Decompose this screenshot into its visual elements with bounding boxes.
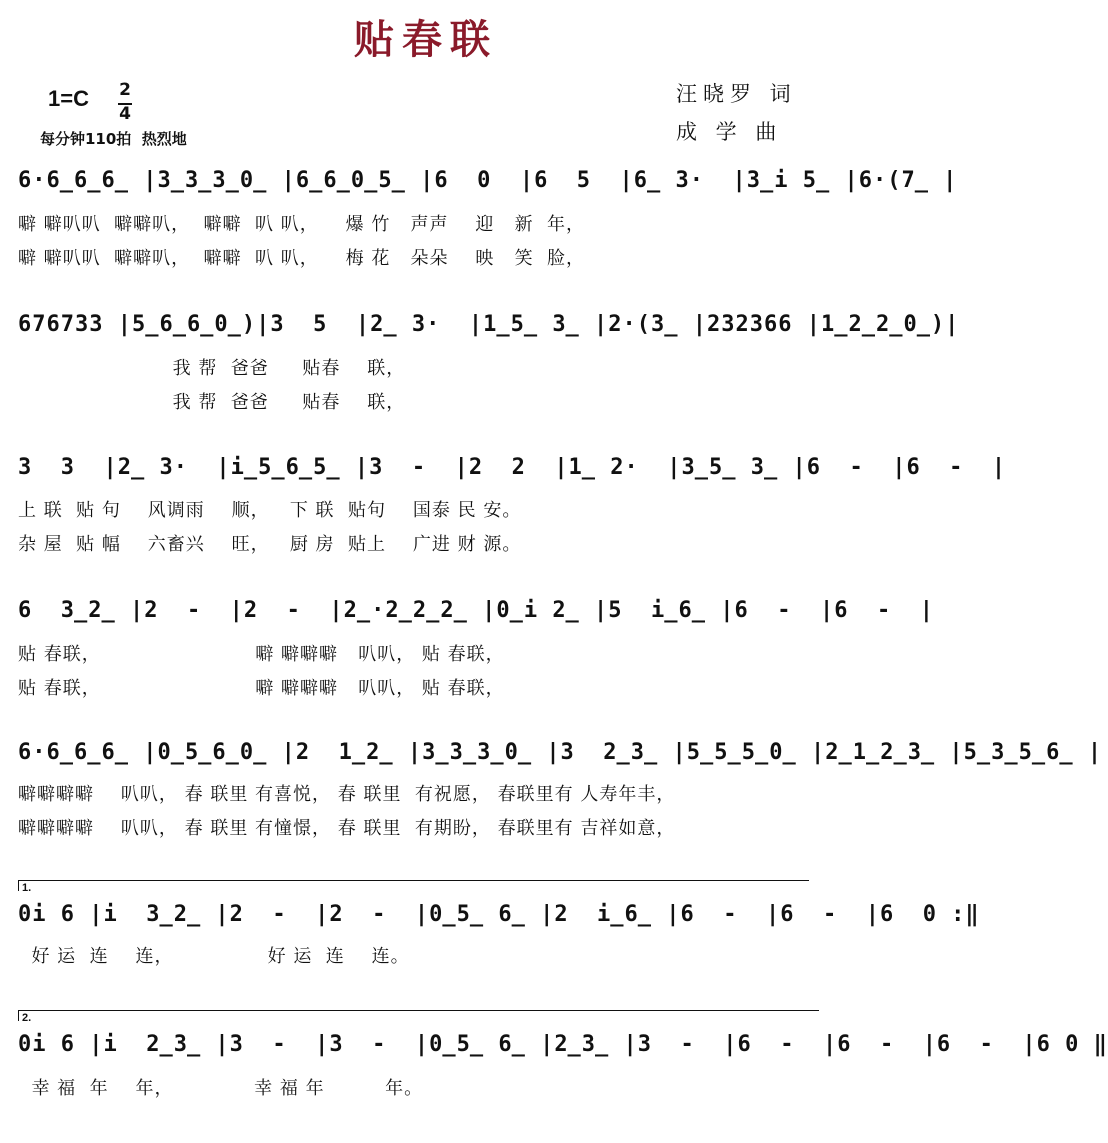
notation-line-6: 0i 6 |i 3̲2̲ |2 - |2 - |0̲5̲ 6̲ |2 i̲6̲ |6 - |6 - |6 0 :‖ bbox=[18, 902, 980, 927]
first-ending-bracket bbox=[18, 880, 809, 891]
tempo-marking: 每分钟110拍 热烈地 bbox=[40, 130, 187, 148]
lyric-line-5-verse-2: 噼噼噼噼 叭叭， 春 联里 有憧憬， 春 联里 有期盼， 春联里有 吉祥如意， bbox=[18, 818, 676, 839]
notation-line-3: 3 3 |2̲ 3· |i̲5̲6̲5̲ |3 - |2 2 |1̲ 2· |3̲5̲ 3̲ |6 - |6 - | bbox=[18, 455, 1007, 480]
notation-line-5: 6·6̲6̲6̲ |0̲5̲6̲0̲ |2 1̲2̲ |3̲3̲3̲0̲ |3 2̲3̲ |5̲5̲5̲0̲ |2̲1̲2̲3̲ |5̲3̲5̲6̲ | bbox=[18, 740, 1103, 765]
lyric-line-2-verse-1: 我 帮 爸爸 贴春 联， bbox=[18, 358, 406, 379]
lyric-line-4-verse-2: 贴 春联， 噼 噼噼噼 叭叭， 贴 春联， bbox=[18, 678, 505, 699]
notation-line-2: 676733 |5̲6̲6̲0̲)|3 5 |2̲ 3· |1̲5̲ 3̲ |2·(3̲ |232366 |1̲2̲2̲0̲)| bbox=[18, 312, 960, 337]
time-signature-bottom: 4 bbox=[119, 104, 131, 124]
lyric-line-2-verse-2: 我 帮 爸爸 贴春 联， bbox=[18, 392, 406, 413]
lyric-line-1-verse-2: 噼 噼叭叭 噼噼叭， 噼噼 叭 叭， 梅 花 朵朵 映 笑 脸， bbox=[18, 248, 586, 269]
lyric-line-5-verse-1: 噼噼噼噼 叭叭， 春 联里 有喜悦， 春 联里 有祝愿， 春联里有 人寿年丰， bbox=[18, 784, 676, 805]
song-title: 贴春联 bbox=[354, 16, 498, 63]
time-signature-top: 2 bbox=[119, 80, 131, 100]
notation-line-1: 6·6̲6̲6̲ |3̲3̲3̲0̲ |6̲6̲0̲5̲ |6 0 |6 5 |6̲ 3· |3̲i 5̲ |6·(7̲ | bbox=[18, 168, 958, 193]
lyric-line-3-verse-2: 杂 屋 贴 幅 六畜兴 旺， 厨 房 贴上 广进 财 源。 bbox=[18, 534, 522, 555]
key-signature: 1=C bbox=[48, 86, 89, 111]
notation-line-7: 0i 6 |i 2̲3̲ |3 - |3 - |0̲5̲ 6̲ |2̲3̲ |3 - |6 - |6 - |6 - |6 0 ‖ bbox=[18, 1032, 1108, 1057]
lyric-line-3-verse-1: 上 联 贴 句 风调雨 顺， 下 联 贴句 国泰 民 安。 bbox=[18, 500, 522, 521]
composer-credit: 成 学 曲 bbox=[676, 120, 783, 144]
first-ending-number: 1. bbox=[22, 882, 32, 894]
lyric-line-7: 幸 福 年 年， 幸 福 年 年。 bbox=[18, 1078, 424, 1099]
lyric-line-4-verse-1: 贴 春联， 噼 噼噼噼 叭叭， 贴 春联， bbox=[18, 644, 505, 665]
notation-line-4: 6 3̲2̲ |2 - |2 - |2̲·2̲2̲2̲ |0̲i 2̲ |5 i̲6̲ |6 - |6 - | bbox=[18, 598, 934, 623]
second-ending-number: 2. bbox=[22, 1012, 32, 1024]
lyricist-credit: 汪晓罗 词 bbox=[676, 82, 797, 106]
second-ending-bracket bbox=[18, 1010, 819, 1021]
lyric-line-1-verse-1: 噼 噼叭叭 噼噼叭， 噼噼 叭 叭， 爆 竹 声声 迎 新 年， bbox=[18, 214, 586, 235]
lyric-line-6: 好 运 连 连， 好 运 连 连。 bbox=[18, 946, 410, 967]
